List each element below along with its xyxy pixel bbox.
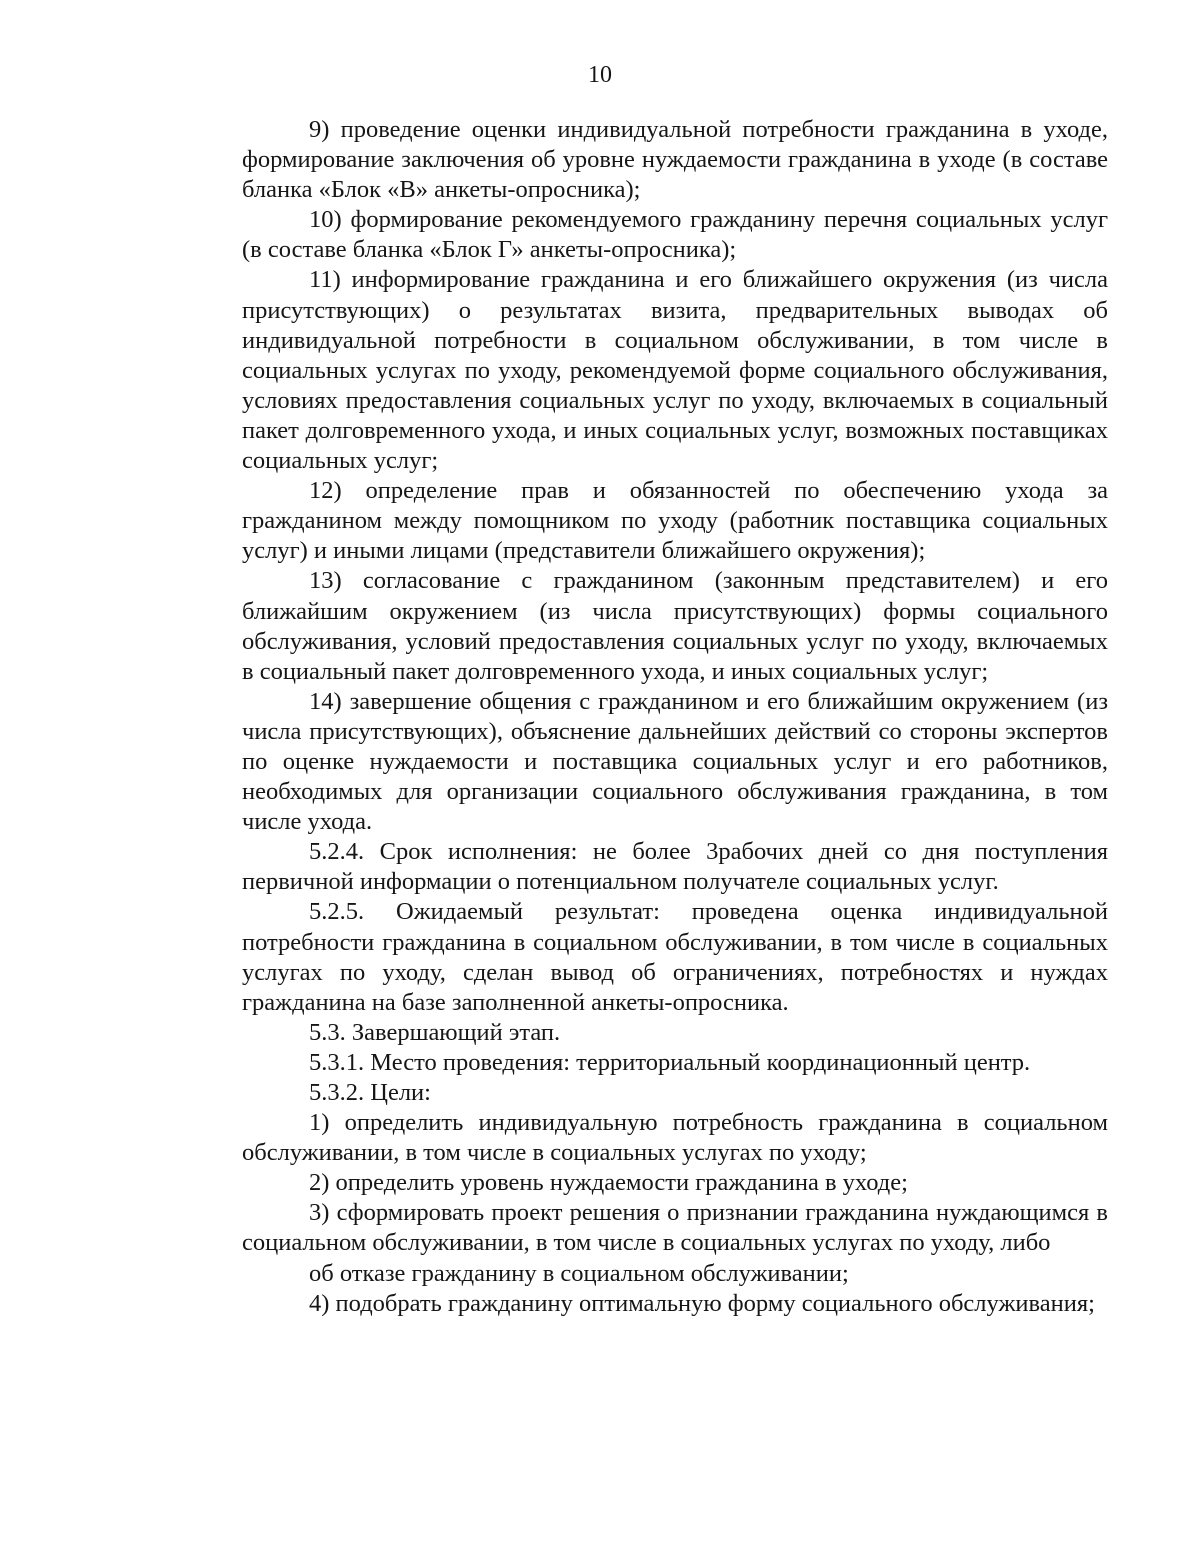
goal-item-3: 3) сформировать проект решения о признании гражданина нуждающимся в социальном обслуживании, в том числе в социальных услугах по уходу, либо [242,1199,1108,1257]
section-5-3-2: 5.3.2. Цели: [309,1079,431,1106]
section-5-3-heading: 5.3. Завершающий этап. [309,1018,561,1046]
section-5-2-5: 5.2.5. Ожидаемый результат: проведена оценка индивидуальной потребности гражданина в социальном обслуживании, в том числе в социальных услугах по уходу, сделан вывод об ограничениях, потребностях и нуждах гражданина на базе заполненной анкеты-опросника. [242,898,1108,1016]
section-5-2-4: 5.2.4. Срок исполнения: не более 3рабочих дней со дня поступления первичной информации о потенциальном получателе социальных услуг. [242,838,1108,896]
list-item-13: 13) согласование с гражданином (законным представителем) и его ближайшим окружением (из числа присутствующих) формы социального обслуживания, условий предоставления социальных услуг по уходу, включаемых в социальный пакет долговременного ухода, и иных социальных услуг; [242,567,1108,685]
list-item-9: 9) проведение оценки индивидуальной потребности гражданина в уходе, формирование заключения об уровне нуждаемости гражданина в уходе (в составе бланка «Блок «В» анкеты-опросника); [242,116,1108,204]
document-body [242,115,1108,1319]
list-item-10: 10) формирование рекомендуемого гражданину перечня социальных услуг (в составе бланка «Блок Г» анкеты-опросника); [242,206,1108,264]
goal-item-3-continuation: об отказе гражданину в социальном обслуживании; [309,1259,849,1287]
goal-item-2: 2) определить уровень нуждаемости гражданина в уходе; [309,1169,908,1197]
page-number: 10 [588,62,612,88]
list-item-11: 11) информирование гражданина и его ближайшего окружения (из числа присутствующих) о результатах визита, предварительных выводах об индивидуальной потребности в социальном обслуживании, в том числе в социальных услугах по уходу, рекомендуемой форме социального обслуживания, условиях предоставления социальных услуг по уходу, включаемых в социальный пакет долговременного ухода, и иных социальных услуг, возможных поставщиках социальных услуг; [242,266,1108,475]
goal-item-4: 4) подобрать гражданину оптимальную форму социального обслуживания; [309,1289,1095,1317]
list-item-12: 12) определение прав и обязанностей по обеспечению ухода за гражданином между помощником по уходу (работник поставщика социальных услуг) и иными лицами (представители ближайшего окружения); [242,477,1108,565]
goal-item-1: 1) определить индивидуальную потребность гражданина в социальном обслуживании, в том числе в социальных услугах по уходу; [242,1109,1108,1167]
section-5-3-1: 5.3.1. Место проведения: территориальный координационный центр. [309,1048,1031,1076]
list-item-14: 14) завершение общения с гражданином и его ближайшим окружением (из числа присутствующих), объяснение дальнейших действий со стороны экспертов по оценке нуждаемости и поставщика социальных услуг и его работников, необходимых для организации социального обслуживания гражданина, в том числе ухода. [242,687,1108,836]
